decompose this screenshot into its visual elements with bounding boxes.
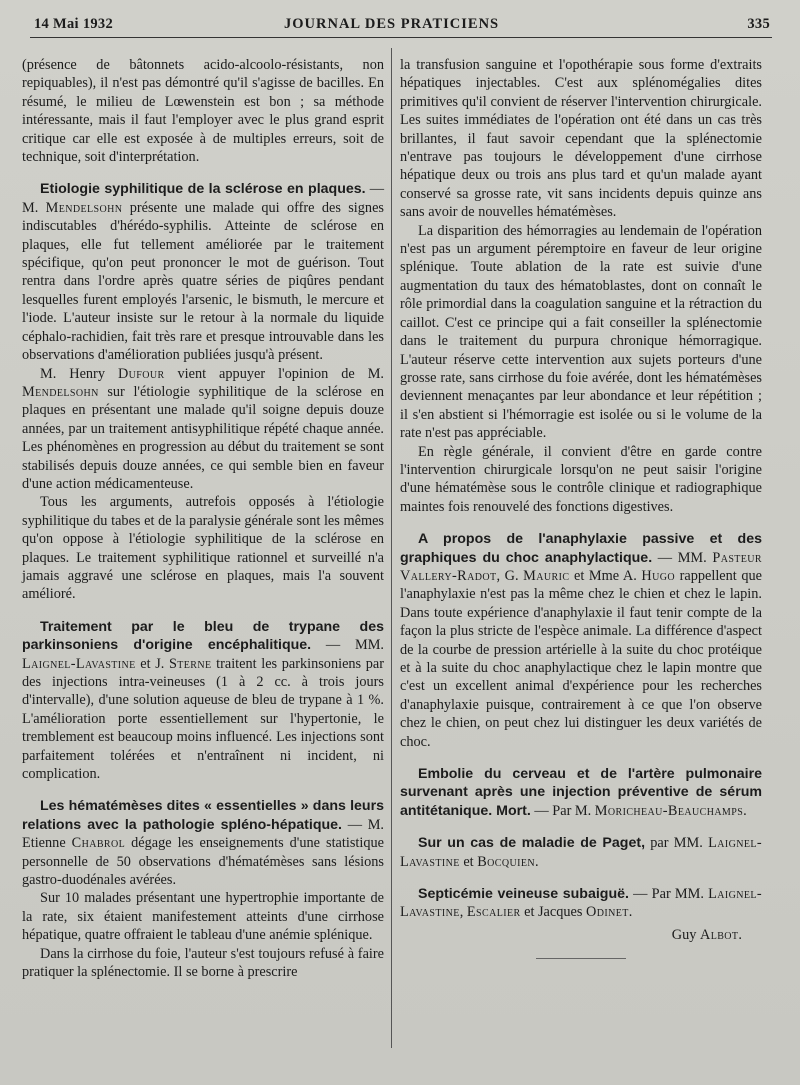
left-column: [22, 56, 384, 982]
paragraph: la transfusion sanguine et l'opothérapie sous forme d'extraits hépatiques injectables. C'est aux splénomégalies dites primitives qu'il convient de réserver l'intervention chirurgicale. Les suites immédiates de l'opération ont été dans un cas très brillantes, il faut savoir cependant que la splénectomie n'entrave pas toujours le développement d'une cirrhose hépatique deux ou trois ans plus tard et qu'un malade ayant conservé sa grosse rate, vit sans incidents depuis quinze ans sans avoir de nouvelles hématémèses.: [400, 57, 762, 221]
running-header: [34, 16, 770, 38]
author-name: Bocquien: [477, 853, 535, 870]
header-rule: [30, 37, 772, 38]
section-title: Septicémie veineuse subaiguë.: [418, 886, 629, 903]
author-name: Sterne: [168, 655, 212, 672]
section-title: Les hématémèses dites « essentielles » dans leurs relations avec la pathologie spléno-hépatique.: [22, 798, 384, 833]
paragraph: En règle générale, il convient d'être en garde contre l'intervention chirurgicale lorsqu'on ne peut saisir l'origine d'une hématémèse sous le contrôle clinique et radiographique maintes fois renouvelé des fonctions digestives.: [400, 443, 762, 515]
paragraph: Tous les arguments, autrefois opposés à l'étiologie syphilitique du tabes et de la paralysie générale sont les mêmes qu'on oppose à l'étiologie syphilitique de la sclérose en plaques. Le traitement syphilitique rationnel et surveillé n'a jamais aggravé une sclérose en plaques, mais l'a souvent amélioré.: [22, 494, 384, 603]
author-name: Pasteur Vallery-Radot: [400, 549, 762, 584]
section-sclerose-en-plaques: Etiologie syphilitique de la sclérose en plaques. — M. Mendelsohn présente une malade qui offre des signes indiscutables d'hérédo-syphilis. Atteinte de sclérose en plaques, elle fut tellement améliorée par le traitement spécifique, qu'on peut prononcer le mot de guérison. Tout rentra dans l'ordre après quatre séries de piqûres pendant lesquelles furent employés l'arsenic, le bismuth, le mercure et l'iode. L'auteur insiste sur le retour à la normale du liquide céphalo-rachidien, fait très rare et presque introuvable dans les observations d'amélioration publiées jusqu'à présent.: [22, 181, 385, 364]
section-embolie: Embolie du cerveau et de l'artère pulmonaire survenant après une injection préventive de sérum antitétanique. Mort. — Par M. Moricheau-Beauchamps.: [400, 766, 762, 819]
column-divider: [391, 48, 392, 1048]
section-title: Etiologie syphilitique de la sclérose en plaques.: [40, 181, 366, 198]
section-title: Traitement par le bleu de trypane des parkinsoniens d'origine encéphalitique.: [22, 618, 384, 654]
author-name: Chabrol: [71, 835, 126, 852]
section-anaphylaxie: A propos de l'anaphylaxie passive et des graphiques du choc anaphylactique. — MM. Pasteur Vallery-Radot, G. Mauric et Mme A. Hugo rappellent que l'anaphylaxie n'est pas la même chez le chien et chez le lapin. Dans toute expérience d'anaphylaxie il faut tenir compte de la façon la plus stricte de l'espèce animale. La différence d'aspect de la courbe de pression artérielle à la suite du choc protéique et à la suite du choc anaphylactique chez le lapin montre que c'est un excellent animal d'expérience pour les recherches d'anaphylaxie puisque, contrairement à ce que l'on observe chez le chien, on peut chez lui distinguer les deux variétés de choc.: [400, 531, 763, 750]
author-name: Hugo: [641, 567, 676, 584]
paragraph: M. Henry Dufour vient appuyer l'opinion de M. Mendelsohn sur l'étiologie syphilitique de la sclérose en plaques en présentant une malade qu'il soigne depuis douze années, par un traitement antisyphilitique répété chaque année. Les phénomènes en progression au début du traitement se sont stabilisés depuis douze années, ce qui semble bien en faveur d'une action médicamenteuse.: [22, 365, 384, 492]
author-name: Laignel-Lavastine: [400, 835, 762, 870]
section-title: Embolie du cerveau et de l'artère pulmonaire survenant après une injection préventive de sérum antitétanique. Mort.: [400, 766, 762, 819]
author-name: Laignel-Lavastine: [400, 886, 762, 921]
section-hematemeses: Les hématémèses dites « essentielles » dans leurs relations avec la pathologie spléno-hépatique. — M. Etienne Chabrol dégage les enseignements d'une statistique personnelle de 50 observations d'hématémèses sans lésions gastro-duodénales avérées.: [22, 798, 385, 889]
header-page-number: 335: [747, 16, 770, 32]
paragraph: Sur 10 malades présentant une hypertrophie importante de la rate, six étaient manifestement atteints d'une cirrhose hépatique, quatre offraient le tableau d'une anémie splénique.: [22, 890, 384, 944]
paragraph: La disparition des hémorragies au lendemain de l'opération n'est pas un argument péremptoire en faveur de leur origine splénique. Toute ablation de la rate est suivie d'une augmentation du taux des hématoblastes, dont on connaît le rôle primordial dans la coagulation sanguine et la rétraction du caillot. C'est ce principe qui a fait conseiller la splénectomie dans le traitement du purpura chronique hémorragique. L'auteur réserve cette intervention aux sujets porteurs d'une grosse rate, sans cirrhose du foie avérée, dont les hématémèses deviennent menaçantes par leur abondance et leur répétition ; il s'en abstient si l'hémorragie est isolée ou si le volume de la rate n'est pas appréciable.: [400, 222, 762, 442]
author-name: Moricheau-Beauchamps: [594, 802, 744, 819]
author-name: Escalier: [466, 904, 521, 921]
end-rule: [536, 958, 626, 959]
paragraph: Dans la cirrhose du foie, l'auteur s'est toujours refusé à faire pratiquer la splénectomie. Il se borne à prescrire: [22, 945, 384, 981]
author-name: Mendelsohn: [45, 199, 123, 216]
section-title: A propos de l'anaphylaxie passive et des graphiques du choc anaphylactique.: [400, 531, 762, 566]
section-bleu-de-trypane: Traitement par le bleu de trypane des parkinsoniens d'origine encéphalitique. — MM. Laignel-Lavastine et J. Sterne traitent les parkinsoniens par des injections intra-veineuses (1 à 2 cc. à trois jours d'intervalle), d'une solution aqueuse de bleu de trypane à 1 %. L'amélioration porte essentiellement sur l'hypertonie, le tremblement est beaucoup moins influencé. Les injections sont parfaitement tolérées et n'entraînent ni incident, ni complication.: [22, 618, 384, 783]
header-journal-title: JOURNAL DES PRATICIENS: [284, 16, 500, 32]
signature: Guy Albot.: [671, 926, 742, 943]
author-name: Albot: [699, 926, 739, 943]
author-name: Mendelsohn: [22, 383, 99, 400]
author-name: Dufour: [117, 365, 165, 382]
author-name: Mauric: [523, 567, 570, 584]
section-septicemie: Septicémie veineuse subaiguë. — Par MM. Laignel-Lavastine, Escalier et Jacques Odinet.: [400, 886, 762, 921]
section-paget: Sur un cas de maladie de Paget, par MM. Laignel-Lavastine et Bocquien.: [400, 835, 762, 870]
right-column: [400, 56, 762, 959]
author-name: Odinet: [586, 904, 629, 921]
section-title: Sur un cas de maladie de Paget,: [418, 835, 646, 852]
header-date: 14 Mai 1932: [34, 16, 114, 32]
paragraph: (présence de bâtonnets acido-alcoolo-résistants, non repiquables), il n'est pas démontré qu'il s'agisse de bacilles. En résumé, le milieu de Lœwenstein est bon ; sa méthode intéressante, mais il faut l'employer avec le plus grand esprit critique car elle est exposée à de multiples erreurs, soit de technique, soit d'interprétation.: [22, 57, 384, 166]
author-name: Laignel-Lavastine: [22, 655, 136, 672]
